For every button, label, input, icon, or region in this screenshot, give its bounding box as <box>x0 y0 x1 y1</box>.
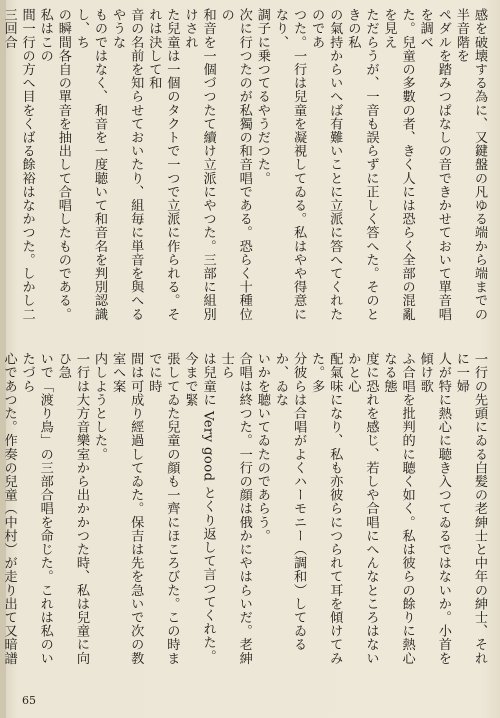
text-line: 調子に乗つてるやうだつた。 <box>254 8 270 185</box>
text-line: つた。一行は兒童を凝視してゐる。私はやや得意になり、 <box>272 8 307 321</box>
text-line: 度に恐れを感じ、若しや合唱にへんなところはないかと心 <box>345 352 379 665</box>
page-number: 65 <box>22 694 36 707</box>
text-line: ふ合唱を批判的に聴く如く。私は彼らの餘りに熱心なる態 <box>381 352 415 665</box>
lower-text-block <box>1 352 488 672</box>
text-line: 一行は大方音樂室から出かかつた時、私は兒童に向ひ急 <box>55 352 89 665</box>
upper-text-block <box>1 8 488 330</box>
text-line: 合唱は終つた。一行の顔は俄かにやはらいだ。老紳士ら <box>218 352 252 665</box>
text-line: の瞬間各自の單音を抽出して合唱したものである。私はこの <box>37 8 71 321</box>
text-line: た兒童は一個のタクトで一つで立派に作られる。それは決して和 <box>146 8 180 321</box>
text-line: 人が特に熱心に聴き入つてゐるではないか。小首を傾け歌 <box>417 352 451 665</box>
text-line: 感を破壊する為に、又鍵盤の凡ゆる端から端までの半音階を <box>453 8 487 321</box>
text-line: いかを聴いてゐたのであらう。 <box>254 352 270 543</box>
text-line: 間は可成り經過してゐた。保吉は先を急いで次の教室へ案 <box>110 352 144 665</box>
text-line: 間一行の方へ目をくばる餘裕はなかつた。しかし二三回合 <box>1 8 35 321</box>
text-line: ものではなく、和音を一度聴いて和音名を判別認識し、ち <box>73 8 108 321</box>
text-line: 張してゐた兒童の顔も一齊にほころびた。この時までに時 <box>146 352 180 665</box>
text-line: 分彼らは合唱がよくハーモニー（調和）してゐるか、ゐな <box>272 352 307 652</box>
text-line: 一行の先頭にゐる白髪の老紳士と中年の紳士、それに一婦 <box>453 352 487 665</box>
text-line: た。兒童の多數の者、きく人には恐らく全部の混亂を見え <box>381 8 415 321</box>
text-line: 心であつた。作奏の兒童（中村）が走り出て又暗譜 <box>1 352 17 665</box>
text-line: 次に行つたのが私獨の和音唱である。恐らく十種位の <box>218 8 252 321</box>
text-line: 音の名前を知らせておいたり、組毎に単音を與へるやうな <box>110 8 144 321</box>
text-line: 和音を一個づつたて續け立派にやつた。三部に組別けされ <box>182 8 216 321</box>
text-line: いで「渡り鳥」の三部合唱を命じた。これは私のいたづら <box>19 352 53 665</box>
text-line: 内しようとした。 <box>92 352 108 461</box>
text-line: ペダルを踏みつぱなしの音できかせておいて單音唱を調べ <box>417 8 451 321</box>
text-line: 配氣味になり、私も亦彼らにつられて耳を傾けてみた。多 <box>309 352 343 665</box>
text-line: ただらうが、一音も誤らずに正しく答へた。そのときの私 <box>345 8 379 321</box>
text-line: は兒童に Very good とくり返して言つてくれた。今まで緊 <box>182 352 216 663</box>
text-line: の氣持からいへば有難いことに立派に答へてくれたのであ <box>309 8 343 321</box>
